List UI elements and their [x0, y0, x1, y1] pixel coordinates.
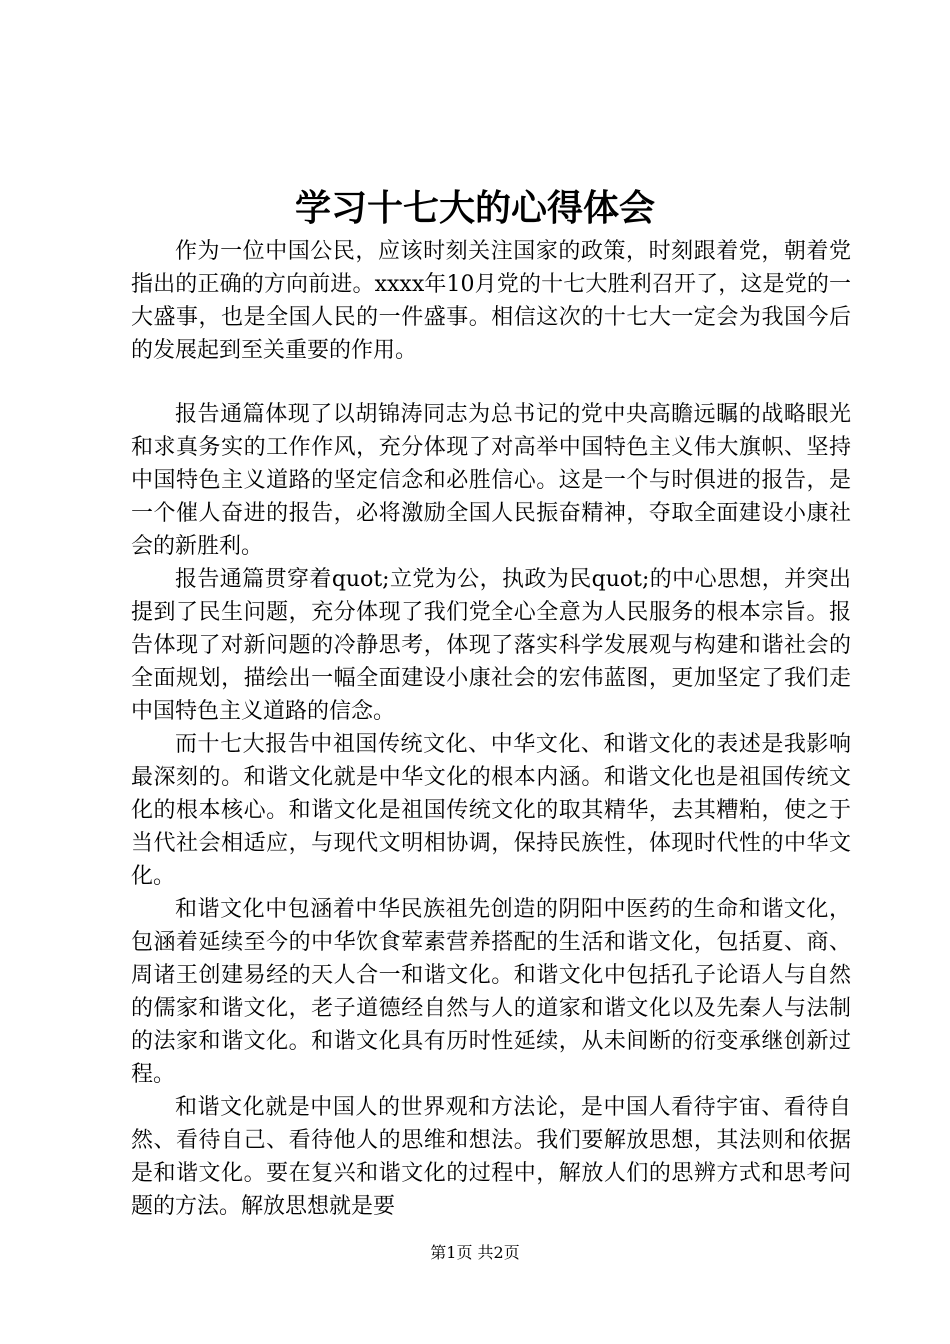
- paragraph: 和谐文化就是中国人的世界观和方法论，是中国人看待宇宙、看待自然、看待自己、看待他人的思维和想法。我们要解放思想，其法则和依据是和谐文化。要在复兴和谐文化的过程中，解放人们的思辨方式和思考问题的方法。解放思想就是要: [131, 1095, 851, 1219]
- paragraph: 而十七大报告中祖国传统文化、中华文化、和谐文化的表述是我影响最深刻的。和谐文化就是中华文化的根本内涵。和谐文化也是祖国传统文化的根本核心。和谐文化是祖国传统文化的取其精华，去其糟粕，使之于当代社会相适应，与现代文明相协调，保持民族性，体现时代性的中华文化。: [131, 732, 851, 889]
- page-footer: 第1页 共2页: [430, 1243, 520, 1262]
- paragraph: 作为一位中国公民，应该时刻关注国家的政策，时刻跟着党，朝着党指出的正确的方向前进。xxxx年10月党的十七大胜利召开了，这是党的一大盛事，也是全国人民的一件盛事。相信这次的十七大一定会为我国今后的发展起到至关重要的作用。: [131, 239, 851, 363]
- document-body: [131, 235, 851, 1223]
- paragraph: 和谐文化中包涵着中华民族祖先创造的阴阳中医药的生命和谐文化，包涵着延续至今的中华饮食荤素营养搭配的生活和谐文化，包括夏、商、周诸王创建易经的天人合一和谐文化。和谐文化中包括孔子论语人与自然的儒家和谐文化，老子道德经自然与人的道家和谐文化以及先秦人与法制的法家和谐文化。和谐文化具有历时性延续，从未间断的衍变承继创新过程。: [131, 897, 851, 1087]
- paragraph: 报告通篇贯穿着quot;立党为公，执政为民quot;的中心思想，并突出提到了民生问题，充分体现了我们党全心全意为人民服务的根本宗旨。报告体现了对新问题的冷静思考，体现了落实科学发展观与构建和谐社会的全面规划，描绘出一幅全面建设小康社会的宏伟蓝图，更加坚定了我们走中国特色主义道路的信念。: [131, 567, 851, 724]
- document-title: 学习十七大的心得体会: [294, 187, 655, 229]
- paragraph: 报告通篇体现了以胡锦涛同志为总书记的党中央高瞻远瞩的战略眼光和求真务实的工作作风，充分体现了对高举中国特色主义伟大旗帜、坚持中国特色主义道路的坚定信念和必胜信心。这是一个与时俱进的报告，是一个催人奋进的报告，必将激励全国人民振奋精神，夺取全面建设小康社会的新胜利。: [131, 402, 851, 559]
